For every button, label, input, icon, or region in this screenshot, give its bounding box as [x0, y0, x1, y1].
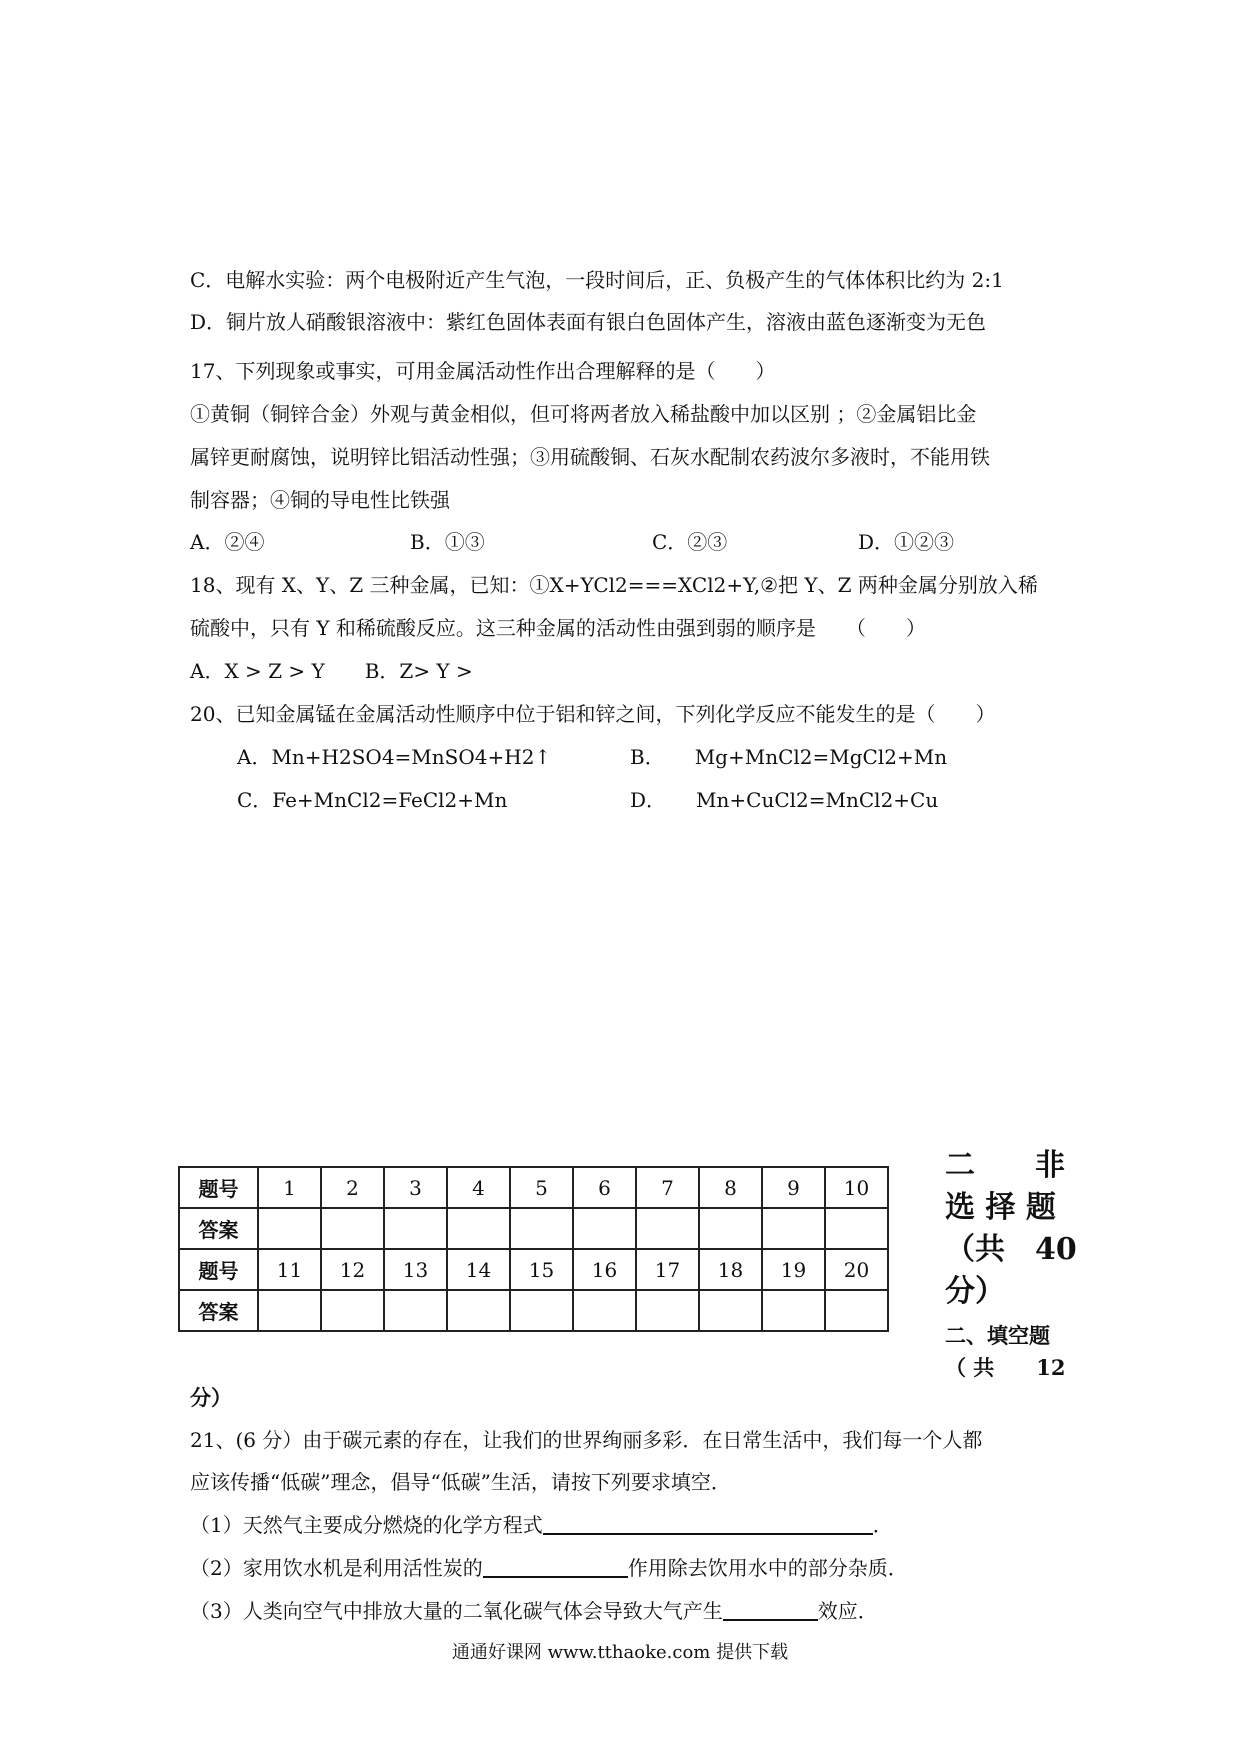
- answer-cell[interactable]: [825, 1290, 888, 1331]
- answer-table: [178, 1166, 889, 1332]
- q21-part-2-end: 作用除去饮用水中的部分杂质．: [627, 1556, 908, 1580]
- number-cell: 15: [510, 1249, 573, 1290]
- q20-option-d: D． Mn+CuCl2=MnCl2+Cu: [630, 788, 939, 812]
- header-cell: 答案: [179, 1290, 258, 1331]
- q17-option-b: B．①③: [410, 530, 485, 554]
- number-cell: 14: [447, 1249, 510, 1290]
- q21-line-1: 21、(6 分）由于碳元素的存在，让我们的世界绚丽多彩．在日常生活中，我们每一个人都: [190, 1428, 983, 1452]
- number-cell: 3: [384, 1167, 447, 1208]
- answer-cell[interactable]: [258, 1208, 321, 1249]
- answer-cell[interactable]: [699, 1208, 762, 1249]
- option-c-electrolysis: C．电解水实验：两个电极附近产生气泡，一段时间后，正、负极产生的气体体积比约为 2:1: [190, 268, 1004, 292]
- section-heading-4: 分）: [945, 1274, 1005, 1309]
- header-cell: 答案: [179, 1208, 258, 1249]
- q20-stem: 20、已知金属锰在金属活动性顺序中位于铝和锌之间，下列化学反应不能发生的是（ ）: [190, 702, 996, 726]
- q17-option-d: D．①②③: [858, 530, 955, 554]
- q21-part-2: [190, 1554, 908, 1582]
- section-heading-2: 选 择 题: [945, 1190, 1056, 1225]
- number-cell: 5: [510, 1167, 573, 1208]
- header-cell: 题号: [179, 1167, 258, 1208]
- q21-part-1-text: （1）天然气主要成分燃烧的化学方程式: [190, 1513, 543, 1537]
- answer-cell[interactable]: [258, 1290, 321, 1331]
- q17-line-2: 属锌更耐腐蚀，说明锌比铝活动性强；③用硫酸铜、石灰水配制农药波尔多液时，不能用铁: [190, 445, 990, 469]
- q20-option-a: A．Mn+H2SO4=MnSO4+H2↑: [237, 745, 552, 769]
- fill-blank-points: （ 共 12: [945, 1355, 1066, 1380]
- number-cell: 20: [825, 1249, 888, 1290]
- answer-cell[interactable]: [384, 1290, 447, 1331]
- answer-cell[interactable]: [447, 1290, 510, 1331]
- answer-cell[interactable]: [321, 1208, 384, 1249]
- answer-cell[interactable]: [573, 1290, 636, 1331]
- number-cell: 8: [699, 1167, 762, 1208]
- header-cell: 题号: [179, 1249, 258, 1290]
- answer-blank[interactable]: [543, 1513, 873, 1535]
- answer-cell[interactable]: [636, 1290, 699, 1331]
- q20-option-b: B． Mg+MnCl2=MgCl2+Mn: [630, 745, 948, 769]
- q17-line-3: 制容器；④铜的导电性比铁强: [190, 488, 450, 512]
- answer-cell[interactable]: [573, 1208, 636, 1249]
- number-cell: 6: [573, 1167, 636, 1208]
- q21-part-3-text: （3）人类向空气中排放大量的二氧化碳气体会导致大气产生: [190, 1599, 723, 1623]
- footer-credit: 通通好课网 www.tthaoke.com 提供下载: [451, 1642, 789, 1663]
- q21-part-3-end: 效应．: [817, 1599, 878, 1623]
- q21-line-2: 应该传播“低碳”理念，倡导“低碳”生活，请按下列要求填空．: [190, 1470, 731, 1494]
- section-heading-1: 二 非: [945, 1148, 1065, 1183]
- answer-blank[interactable]: [483, 1556, 628, 1578]
- answer-cell[interactable]: [510, 1290, 573, 1331]
- q17-option-a: A．②④: [190, 530, 265, 554]
- number-cell: 12: [321, 1249, 384, 1290]
- table-row: [179, 1249, 888, 1290]
- q18-options: A．X > Z > Y B．Z> Y >: [190, 659, 473, 683]
- answer-cell[interactable]: [636, 1208, 699, 1249]
- answer-cell[interactable]: [762, 1208, 825, 1249]
- q21-part-1-end: ．: [872, 1513, 893, 1537]
- section-heading-3: （共 40: [945, 1232, 1077, 1267]
- fill-blank-points-end: 分）: [190, 1385, 232, 1410]
- number-cell: 19: [762, 1249, 825, 1290]
- number-cell: 1: [258, 1167, 321, 1208]
- number-cell: 10: [825, 1167, 888, 1208]
- q17-line-1: ①黄铜（铜锌合金）外观与黄金相似，但可将两者放入稀盐酸中加以区别 ；②金属铝比金: [190, 402, 977, 426]
- table-row: [179, 1208, 888, 1249]
- q21-part-2-text: （2）家用饮水机是利用活性炭的: [190, 1556, 483, 1580]
- number-cell: 4: [447, 1167, 510, 1208]
- answer-cell[interactable]: [762, 1290, 825, 1331]
- option-d-copper: D．铜片放人硝酸银溶液中：紫红色固体表面有银白色固体产生，溶液由蓝色逐渐变为无色: [190, 310, 987, 334]
- q20-option-c: C．Fe+MnCl2=FeCl2+Mn: [237, 788, 508, 812]
- number-cell: 7: [636, 1167, 699, 1208]
- answer-cell[interactable]: [321, 1290, 384, 1331]
- number-cell: 9: [762, 1167, 825, 1208]
- answer-cell[interactable]: [699, 1290, 762, 1331]
- q18-line-2: 硫酸中，只有 Y 和稀硫酸反应。这三种金属的活动性由强到弱的顺序是 （ ）: [190, 616, 926, 640]
- number-cell: 11: [258, 1249, 321, 1290]
- fill-blank-title: 二、填空题: [945, 1323, 1050, 1348]
- q17-option-c: C．②③: [652, 530, 728, 554]
- answer-cell[interactable]: [825, 1208, 888, 1249]
- table-row: [179, 1290, 888, 1331]
- number-cell: 18: [699, 1249, 762, 1290]
- number-cell: 16: [573, 1249, 636, 1290]
- q21-part-1: [190, 1511, 893, 1539]
- answer-blank[interactable]: [723, 1599, 818, 1621]
- number-cell: 17: [636, 1249, 699, 1290]
- q18-line-1: 18、现有 X、Y、Z 三种金属，已知：①X+YCl2===XCl2+Y,②把 Y、Z 两种金属分别放入稀: [190, 573, 1038, 597]
- answer-cell[interactable]: [384, 1208, 447, 1249]
- q21-part-3: [190, 1597, 878, 1625]
- number-cell: 2: [321, 1167, 384, 1208]
- q17-stem: 17、下列现象或事实，可用金属活动性作出合理解释的是（ ）: [190, 359, 776, 383]
- answer-cell[interactable]: [510, 1208, 573, 1249]
- number-cell: 13: [384, 1249, 447, 1290]
- answer-cell[interactable]: [447, 1208, 510, 1249]
- table-row: [179, 1167, 888, 1208]
